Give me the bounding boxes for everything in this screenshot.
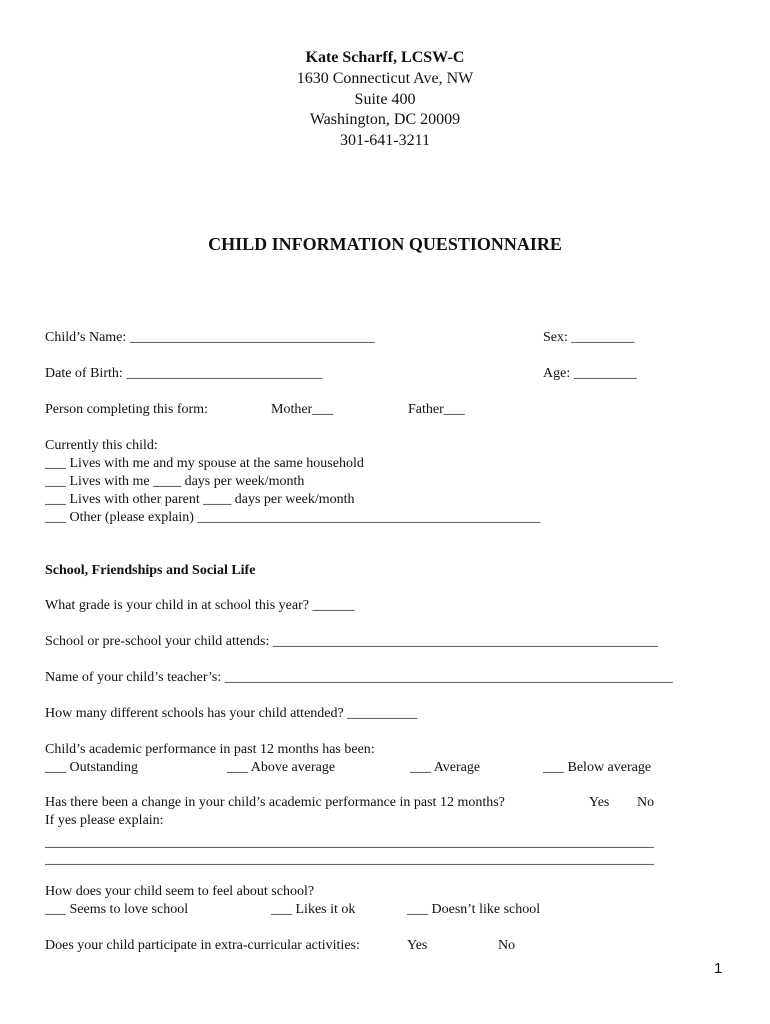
living-option[interactable]: ___ Lives with other parent ____ days per week/month bbox=[45, 492, 355, 507]
practitioner-name: Kate Scharff, LCSW-C bbox=[305, 49, 465, 66]
feel-option-ok[interactable]: ___ Likes it ok bbox=[271, 902, 356, 917]
change-yes-option[interactable]: Yes bbox=[589, 795, 610, 810]
person-completing-label: Person completing this form: bbox=[45, 402, 208, 417]
section-heading-school: School, Friendships and Social Life bbox=[45, 563, 256, 578]
extracurricular-no-option[interactable]: No bbox=[498, 938, 516, 953]
mother-option[interactable]: Mother___ bbox=[271, 402, 334, 417]
date-of-birth-field[interactable]: Date of Birth: ____________________________ bbox=[45, 366, 323, 381]
feel-option-dislike[interactable]: ___ Doesn’t like school bbox=[407, 902, 541, 917]
phone-number: 301-641-3211 bbox=[339, 132, 431, 149]
father-option[interactable]: Father___ bbox=[408, 402, 465, 417]
feel-about-school-question: How does your child seem to feel about school? bbox=[45, 884, 315, 899]
performance-question: Child’s academic performance in past 12 months has been: bbox=[45, 742, 375, 757]
sex-field[interactable]: Sex: _________ bbox=[543, 330, 635, 345]
page-title: CHILD INFORMATION QUESTIONNAIRE bbox=[208, 234, 562, 254]
living-option[interactable]: ___ Lives with me ____ days per week/month bbox=[45, 474, 305, 489]
schools-count-field[interactable]: How many different schools has your child attended? __________ bbox=[45, 706, 418, 721]
living-option[interactable]: ___ Other (please explain) _________________________________________________ bbox=[45, 510, 541, 525]
extracurricular-question: Does your child participate in extra-curricular activities: bbox=[45, 938, 360, 953]
performance-option-outstanding[interactable]: ___ Outstanding bbox=[45, 760, 138, 775]
extracurricular-yes-option[interactable]: Yes bbox=[407, 938, 428, 953]
change-no-option[interactable]: No bbox=[637, 795, 655, 810]
performance-option-below-average[interactable]: ___ Below average bbox=[543, 760, 652, 775]
living-option[interactable]: ___ Lives with me and my spouse at the same household bbox=[45, 456, 364, 471]
performance-option-above-average[interactable]: ___ Above average bbox=[227, 760, 336, 775]
living-heading: Currently this child: bbox=[45, 438, 158, 453]
child-name-field[interactable]: Child’s Name: ___________________________________ bbox=[45, 330, 375, 345]
teacher-name-field[interactable]: Name of your child’s teacher’s: ________________________________________________________________ bbox=[45, 670, 673, 685]
performance-change-question: Has there been a change in your child’s academic performance in past 12 months? bbox=[45, 795, 505, 810]
explain-label: If yes please explain: bbox=[45, 813, 164, 828]
performance-option-average[interactable]: ___ Average bbox=[410, 760, 481, 775]
explain-line[interactable]: _______________________________________________________________________________________ bbox=[45, 835, 654, 850]
address-street: 1630 Connecticut Ave, NW bbox=[296, 70, 474, 87]
feel-option-love[interactable]: ___ Seems to love school bbox=[45, 902, 189, 917]
school-attends-field[interactable]: School or pre-school your child attends: _______________________________________________________ bbox=[45, 634, 658, 649]
explain-line[interactable]: _______________________________________________________________________________________ bbox=[45, 852, 654, 867]
address-suite: Suite 400 bbox=[354, 91, 416, 108]
address-city: Washington, DC 20009 bbox=[309, 111, 461, 128]
grade-field[interactable]: What grade is your child in at school this year? ______ bbox=[45, 598, 355, 613]
page-number: 1 bbox=[714, 960, 723, 977]
age-field[interactable]: Age: _________ bbox=[543, 366, 637, 381]
